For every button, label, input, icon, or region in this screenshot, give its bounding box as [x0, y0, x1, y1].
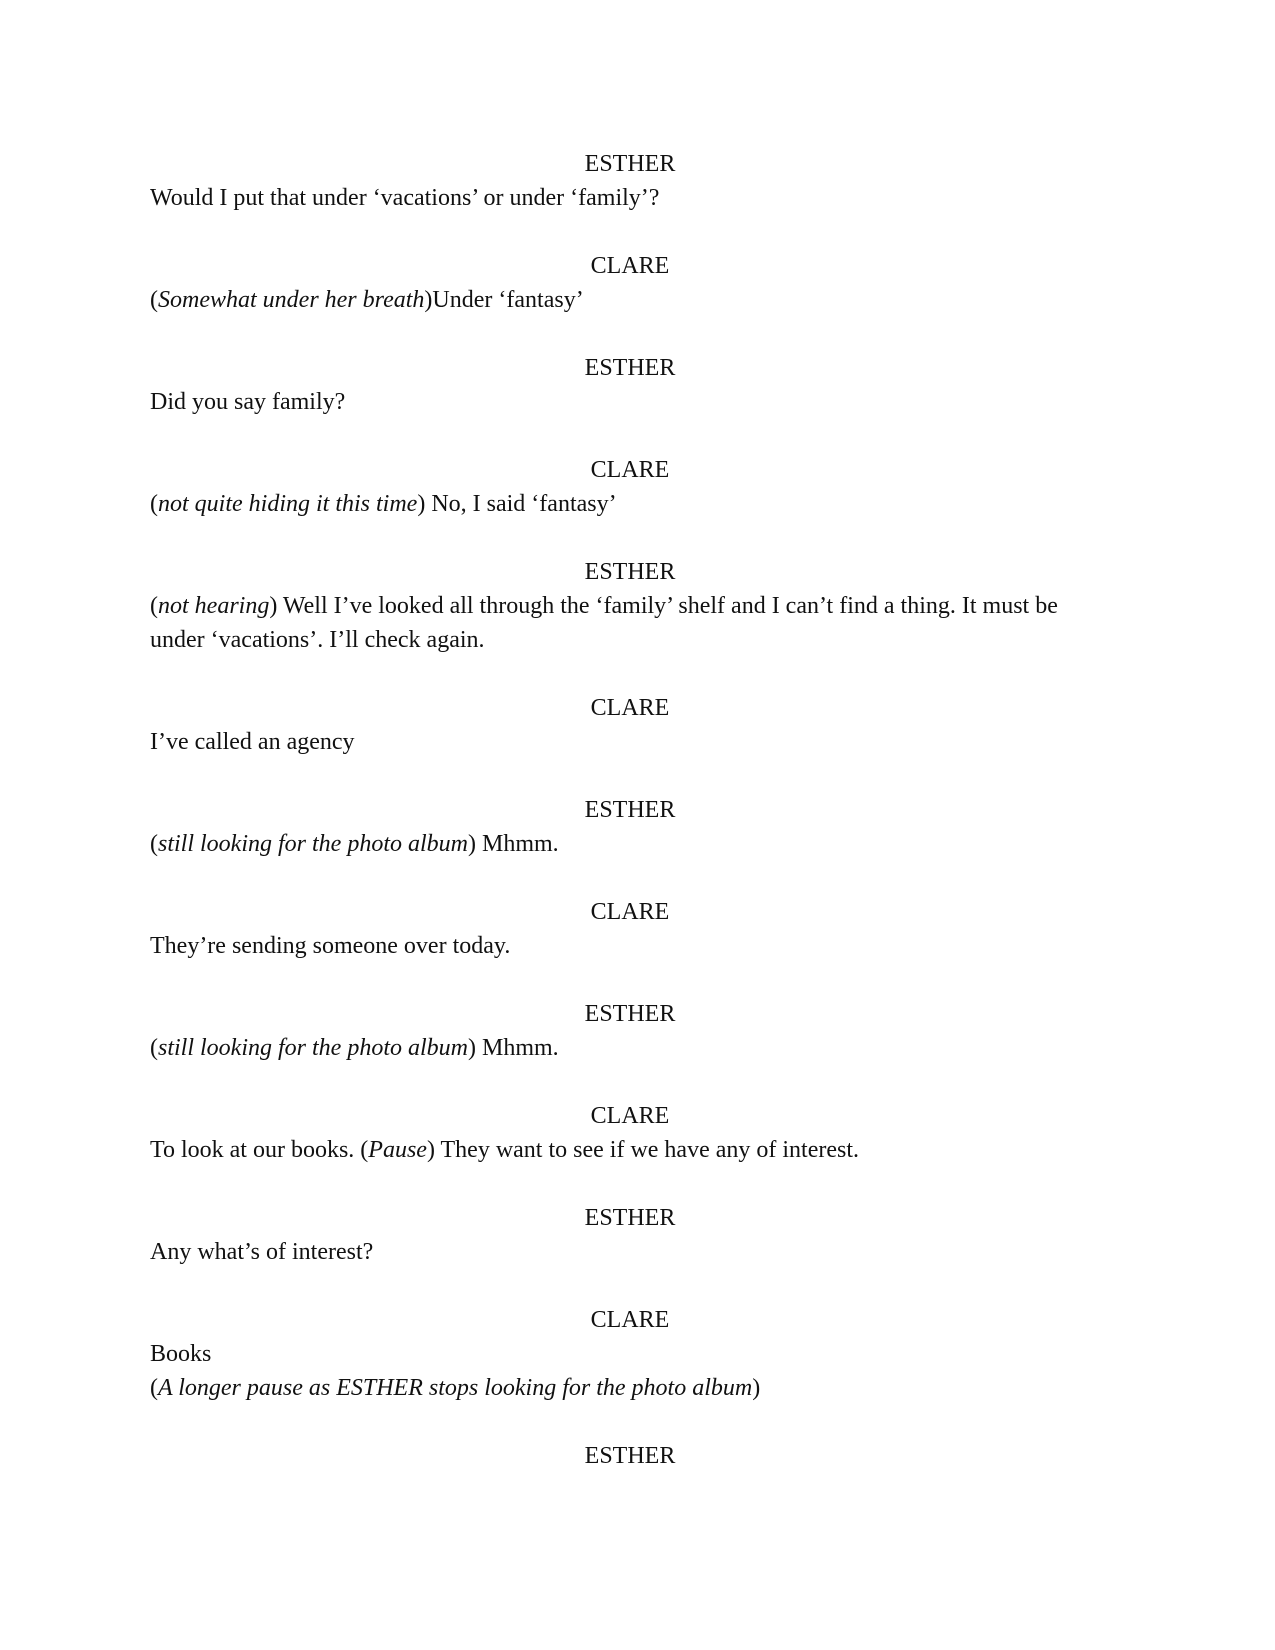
- dialogue-text: ) Well I’ve looked all through the ‘family’ shelf and I can’t find a thing. It must be: [269, 593, 1058, 619]
- stage-direction: Pause: [368, 1137, 427, 1163]
- dialogue-text: To look at our books. (: [150, 1137, 369, 1163]
- dialogue-text: )Under ‘fantasy’: [424, 287, 584, 313]
- dialogue-line: [150, 929, 1110, 963]
- speaker-name: CLARE: [590, 457, 670, 483]
- dialogue-text: ) They want to see if we have any of interest.: [426, 1137, 860, 1163]
- dialogue-line: [150, 181, 1110, 215]
- dialogue-block: [150, 1099, 1110, 1167]
- dialogue-line: [150, 1371, 1110, 1405]
- stage-direction: A longer pause as ESTHER stops looking for the photo album: [158, 1375, 753, 1401]
- play-script: [150, 147, 1110, 1507]
- speaker-name: CLARE: [590, 1307, 670, 1333]
- dialogue-block: [150, 147, 1110, 215]
- dialogue-block: [150, 793, 1110, 861]
- dialogue-block: [150, 1201, 1110, 1269]
- dialogue-text: ) No, I said ‘fantasy’: [417, 491, 617, 517]
- dialogue-line: [150, 385, 1110, 419]
- dialogue-text: (: [150, 1375, 158, 1401]
- dialogue-block: [150, 1439, 1110, 1473]
- stage-direction: not quite hiding it this time: [158, 491, 418, 517]
- speaker-name: ESTHER: [584, 355, 676, 381]
- dialogue-text: ) Mhmm.: [468, 831, 559, 857]
- speaker-name: ESTHER: [584, 1205, 676, 1231]
- speaker-name: CLARE: [590, 1103, 670, 1129]
- stage-direction: still looking for the photo album: [158, 1035, 468, 1061]
- speaker-name: ESTHER: [584, 1443, 676, 1469]
- dialogue-text: ): [752, 1375, 761, 1401]
- dialogue-text: Did you say family?: [150, 389, 346, 415]
- dialogue-text: (: [150, 1035, 158, 1061]
- speaker-name: ESTHER: [584, 151, 676, 177]
- dialogue-block: [150, 1303, 1110, 1405]
- dialogue-text: Would I put that under ‘vacations’ or under ‘family’?: [150, 185, 660, 211]
- speaker-name: CLARE: [590, 695, 670, 721]
- dialogue-line: [150, 487, 1110, 521]
- dialogue-text: Books: [150, 1341, 212, 1367]
- dialogue-line: [150, 1235, 1110, 1269]
- stage-direction: still looking for the photo album: [158, 831, 468, 857]
- dialogue-text: (: [150, 593, 158, 619]
- dialogue-block: [150, 453, 1110, 521]
- dialogue-block: [150, 555, 1110, 657]
- dialogue-text: (: [150, 287, 158, 313]
- speaker-name: CLARE: [590, 899, 670, 925]
- speaker-name: ESTHER: [584, 559, 676, 585]
- dialogue-block: [150, 691, 1110, 759]
- dialogue-line: [150, 1133, 1110, 1167]
- stage-direction: Somewhat under her breath: [158, 287, 425, 313]
- dialogue-text: I’ve called an agency: [150, 729, 355, 755]
- speaker-name: ESTHER: [584, 797, 676, 823]
- dialogue-text: (: [150, 491, 158, 517]
- dialogue-text: Any what’s of interest?: [150, 1239, 374, 1265]
- dialogue-text: ) Mhmm.: [468, 1035, 559, 1061]
- dialogue-text: under ‘vacations’. I’ll check again.: [150, 627, 485, 653]
- dialogue-line: [150, 725, 1110, 759]
- dialogue-text: (: [150, 831, 158, 857]
- dialogue-block: [150, 249, 1110, 317]
- speaker-name: CLARE: [590, 253, 670, 279]
- dialogue-line: [150, 1337, 1110, 1371]
- dialogue-line: [150, 623, 1110, 657]
- dialogue-block: [150, 351, 1110, 419]
- speaker-name: ESTHER: [584, 1001, 676, 1027]
- dialogue-line: [150, 283, 1110, 317]
- dialogue-line: [150, 827, 1110, 861]
- dialogue-line: [150, 1031, 1110, 1065]
- stage-direction: not hearing: [158, 593, 270, 619]
- dialogue-block: [150, 997, 1110, 1065]
- dialogue-text: They’re sending someone over today.: [150, 933, 511, 959]
- dialogue-line: [150, 589, 1110, 623]
- dialogue-block: [150, 895, 1110, 963]
